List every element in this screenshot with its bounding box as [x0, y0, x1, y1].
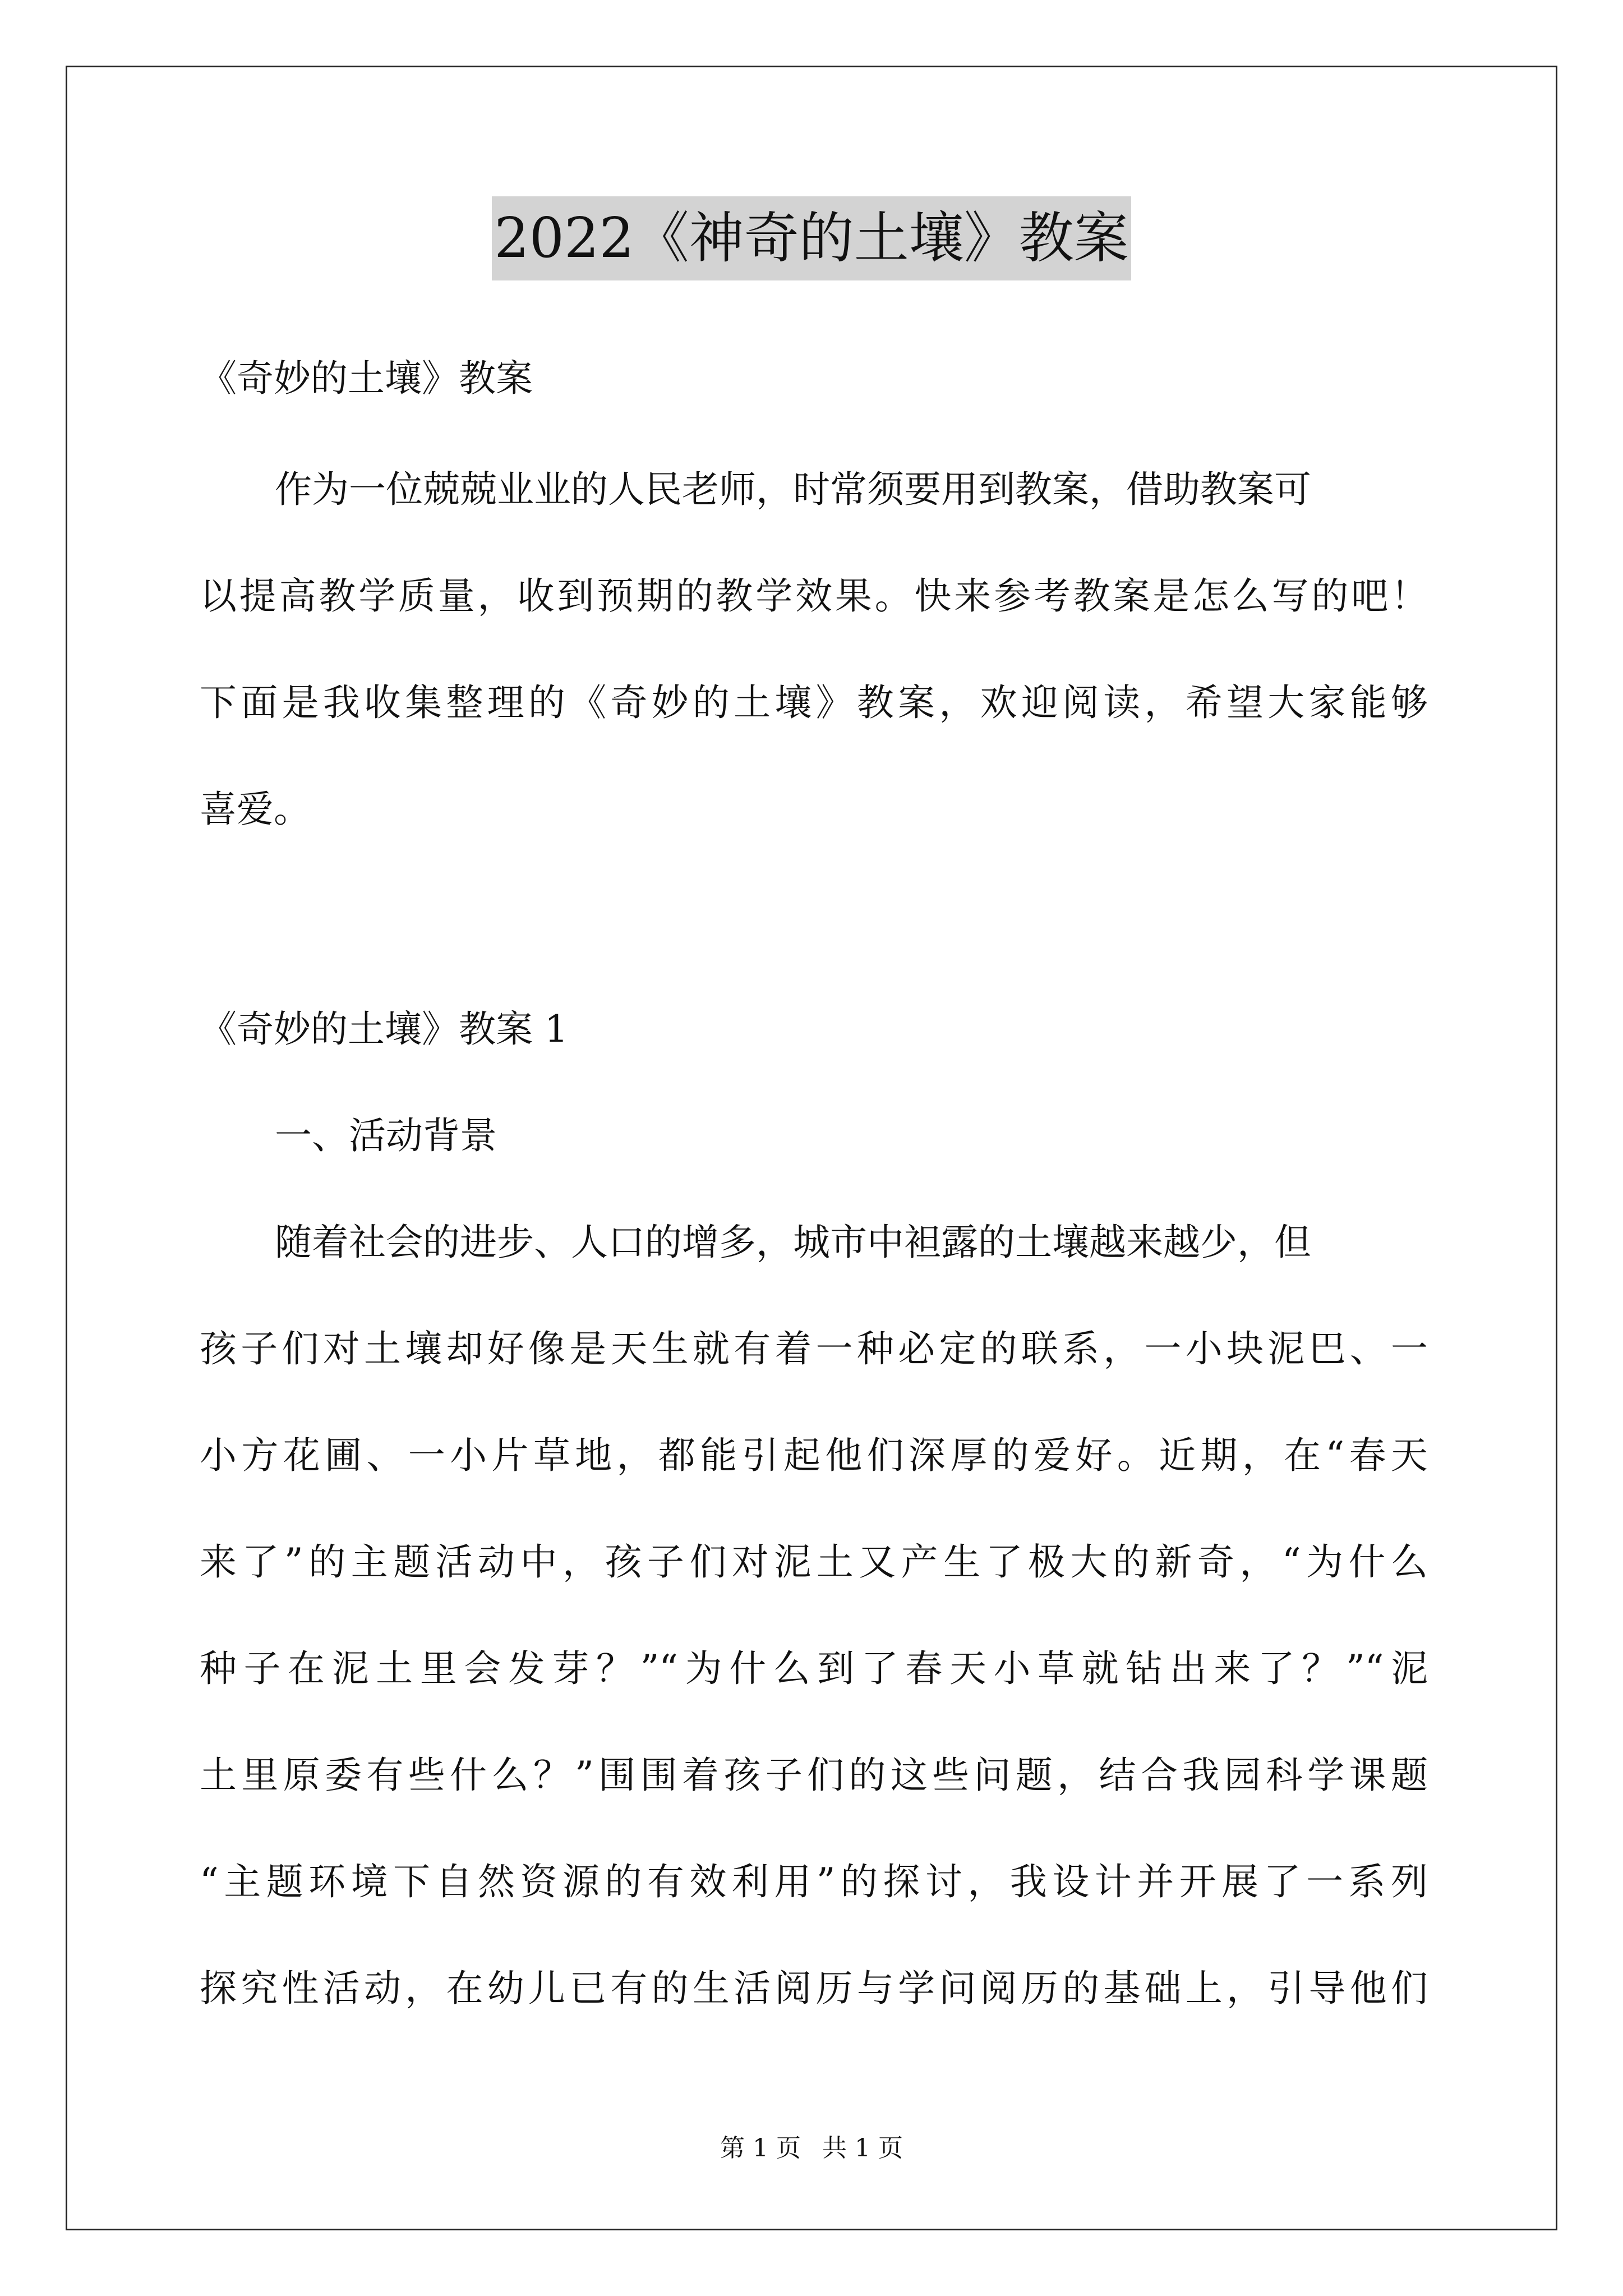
intro-line: 作为一位兢兢业业的人民老师，时常须要用到教案，借助教案可 — [275, 468, 1311, 511]
intro-line: 喜爱。 — [200, 788, 311, 831]
document-title: 2022《神奇的土壤》教案 — [492, 196, 1131, 280]
body-line: 随着社会的进步、人口的增多，城市中袒露的土壤越来越少，但 — [275, 1221, 1311, 1264]
page-footer — [0, 2132, 1623, 2165]
page-number: 第 1 页 — [720, 2134, 801, 2162]
body-line: 来了”的主题活动中，孩子们对泥土又产生了极大的新奇，“为什么 — [200, 1540, 1428, 1584]
total-pages: 共 1 页 — [822, 2134, 903, 2162]
section-heading: 一、活动背景 — [275, 1114, 497, 1157]
body-line: “主题环境下自然资源的有效利用”的探讨，我设计并开展了一系列 — [200, 1860, 1428, 1903]
intro-line: 下面是我收集整理的《奇妙的土壤》教案，欢迎阅读，希望大家能够 — [200, 681, 1428, 724]
body-line: 小方花圃、一小片草地，都能引起他们深厚的爱好。近期，在“春天 — [200, 1434, 1428, 1477]
section-title: 《奇妙的土壤》教案 1 — [200, 1007, 568, 1051]
intro-line: 以提高教学质量，收到预期的教学效果。快来参考教案是怎么写的吧！ — [200, 574, 1428, 618]
document-subtitle: 《奇妙的土壤》教案 — [200, 357, 533, 400]
body-line: 种子在泥土里会发芽？”“为什么到了春天小草就钻出来了？”“泥 — [200, 1647, 1428, 1690]
body-line: 孩子们对土壤却好像是天生就有着一种必定的联系，一小块泥巴、一 — [200, 1327, 1428, 1370]
body-line: 探究性活动，在幼儿已有的生活阅历与学问阅历的基础上，引导他们 — [200, 1967, 1428, 2010]
body-line: 土里原委有些什么？”围围着孩子们的这些问题，结合我园科学课题 — [200, 1754, 1428, 1797]
title-wrap — [0, 196, 1623, 280]
